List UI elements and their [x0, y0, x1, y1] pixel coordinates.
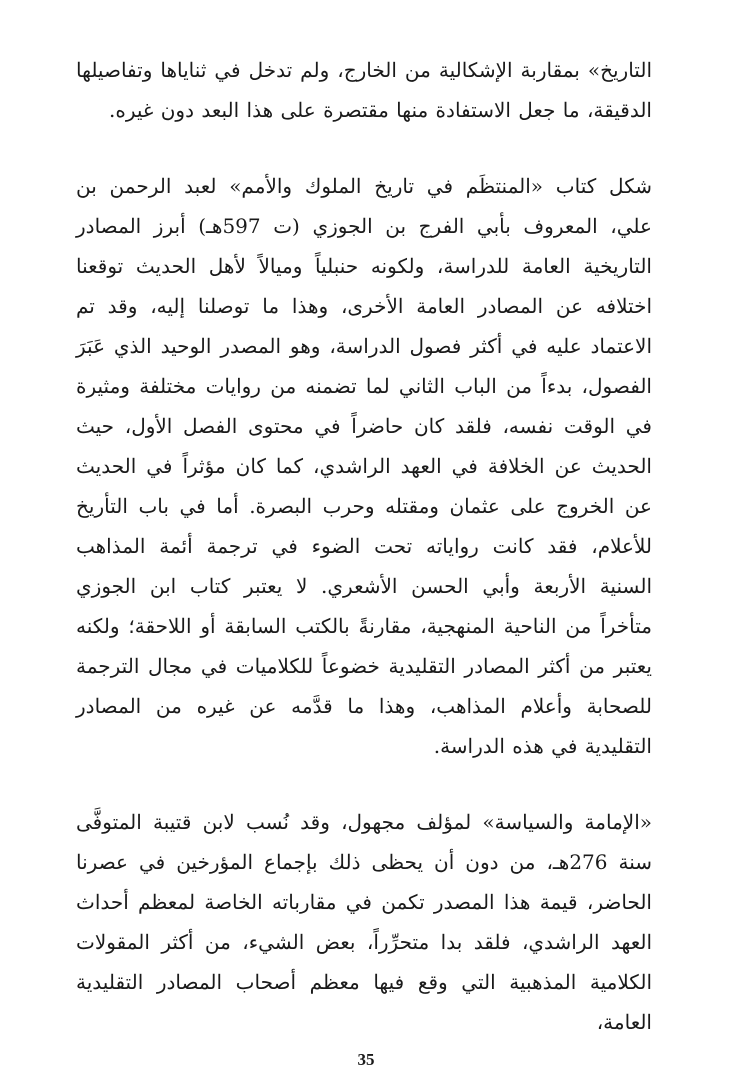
- paragraph-imama-wa-siyasa: «الإمامة والسياسة» لمؤلف مجهول، وقد نُسب لابن قتيبة المتوفَّى سنة 276هـ، من دون أن يحظى ذلك بإجماع المؤرخين في عصرنا الحاضر، قيمة هذا المصدر تكمن في مقارباته الخاصة لمعظم أحداث العهد الراشدي، فلقد بدا متحرِّراً، بعض الشيء، من أكثر المقولات الكلامية المذهبية التي وقع فيها معظم أصحاب المصادر التقليدية العامة،: [76, 810, 653, 1034]
- paragraph-ibn-al-jawzi: شكل كتاب «المنتظَم في تاريخ الملوك والأمم» لعبد الرحمن بن علي، المعروف بأبي الفرج بن الجوزي (ت 597هـ) أبرز المصادر التاريخية العامة للدراسة، ولكونه حنبلياً وميالاً لأهل الحديث توقعنا اختلافه عن المصادر العامة الأخرى، وهذا ما توصلنا إليه، وقد تم الاعتماد عليه في أكثر فصول الدراسة، وهو المصدر الوحيد الذي عَبَرَ الفصول، بدءاً من الباب الثاني لما تضمنه من روايات مختلفة ومثيرة في الوقت نفسه، فلقد كان حاضراً في محتوى الفصل الأول، حيث الحديث عن الخلافة في العهد الراشدي، كما كان مؤثراً في الحديث عن الخروج على عثمان ومقتله وحرب البصرة. أما في باب التأريخ للأعلام، فقد كانت رواياته تحت الضوء في ترجمة أئمة المذاهب السنية الأربعة وأبي الحسن الأشعري. لا يعتبر كتاب ابن الجوزي متأخراً من الناحية المنهجية، مقارنةً بالكتب السابقة أو اللاحقة؛ ولكنه يعتبر من أكثر المصادر التقليدية خضوعاً للكلاميات في مجال الترجمة للصحابة وأعلام المذاهب، وهذا ما قدَّمه عن غيره من المصادر التقليدية في هذه الدراسة.: [76, 174, 652, 758]
- paragraph-continuation: التاريخ» بمقاربة الإشكالية من الخارج، ولم تدخل في ثناياها وتفاصيلها الدقيقة، ما جعل الاستفادة منها مقتصرة على هذا البعد دون غيره.: [76, 58, 652, 122]
- page-number: 35: [357, 1050, 375, 1069]
